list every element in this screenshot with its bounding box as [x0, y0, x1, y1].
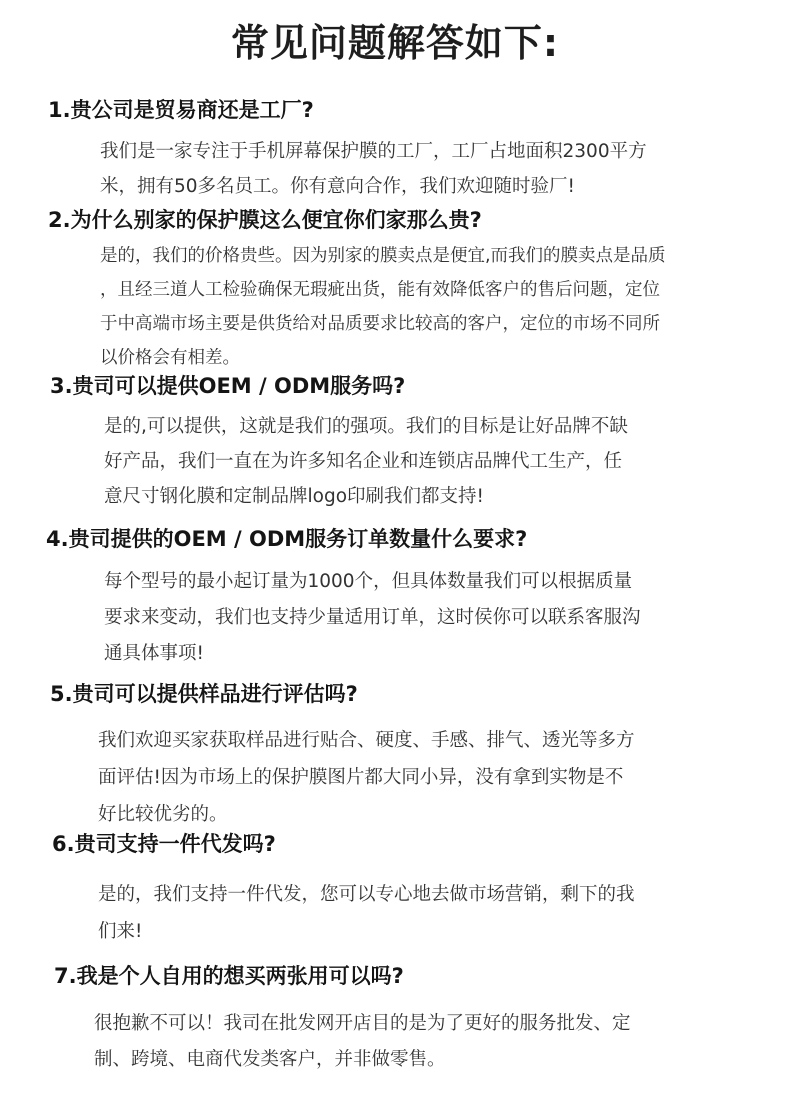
- faq-question-5: 5.贵司可以提供样品进行评估吗?: [50, 682, 358, 706]
- faq-question-4: 4.贵司提供的OEM / ODM服务订单数量什么要求?: [46, 527, 528, 551]
- answer-line: 很抱歉不可以！我司在批发网开店目的是为了更好的服务批发、定: [94, 1013, 631, 1034]
- faq-answer-7: [94, 1006, 631, 1078]
- faq-question-7: 7.我是个人自用的想买两张用可以吗?: [54, 964, 404, 988]
- answer-line: ，且经三道人工检验确保无瑕疵出货，能有效降低客户的售后问题，定位: [100, 280, 660, 300]
- answer-line: 制、跨境、电商代发类客户，并非做零售。: [94, 1049, 446, 1070]
- faq-answer-2: [100, 239, 666, 375]
- faq-question-3: 3.贵司可以提供OEM / ODM服务吗?: [50, 374, 406, 398]
- faq-question-2: 2.为什么别家的保护膜这么便宜你们家那么贵?: [48, 208, 482, 232]
- faq-question-6: 6.贵司支持一件代发吗?: [52, 832, 276, 856]
- faq-answer-6: [98, 876, 635, 950]
- faq-answer-1: [100, 134, 647, 204]
- answer-line: 们来!: [98, 921, 143, 942]
- answer-line: 好产品，我们一直在为许多知名企业和连锁店品牌代工生产，任: [104, 451, 623, 472]
- faq-answer-4: [104, 564, 641, 672]
- faq-question-1: 1.贵公司是贸易商还是工厂?: [48, 98, 314, 122]
- answer-line: 是的,可以提供，这就是我们的强项。我们的目标是让好品牌不缺: [104, 416, 628, 437]
- answer-line: 米，拥有50多名员工。你有意向合作，我们欢迎随时验厂!: [100, 176, 575, 197]
- answer-line: 是的，我们支持一件代发，您可以专心地去做市场营销，剩下的我: [98, 884, 635, 905]
- answer-line: 通具体事项!: [104, 643, 204, 664]
- answer-line: 面评估!因为市场上的保护膜图片都大同小异，没有拿到实物是不: [98, 767, 624, 788]
- faq-answer-3: [104, 409, 628, 514]
- answer-line: 要求来变动，我们也支持少量适用订单，这时侯你可以联系客服沟: [104, 607, 641, 628]
- answer-line: 于中高端市场主要是供货给对品质要求比较高的客户，定位的市场不同所: [100, 314, 660, 334]
- answer-line: 以价格会有相差。: [100, 348, 240, 368]
- answer-line: 我们欢迎买家获取样品进行贴合、硬度、手感、排气、透光等多方: [98, 730, 635, 751]
- answer-line: 每个型号的最小起订量为1000个，但具体数量我们可以根据质量: [104, 571, 633, 592]
- answer-line: 是的，我们的价格贵些。因为别家的膜卖点是便宜,而我们的膜卖点是品质: [100, 246, 666, 266]
- answer-line: 意尺寸钢化膜和定制品牌logo印刷我们都支持!: [104, 486, 484, 507]
- answer-line: 好比较优劣的。: [98, 804, 228, 825]
- page-title: 常见问题解答如下:: [230, 21, 560, 65]
- faq-answer-5: [98, 722, 635, 833]
- answer-line: 我们是一家专注于手机屏幕保护膜的工厂，工厂占地面积2300平方: [100, 141, 647, 162]
